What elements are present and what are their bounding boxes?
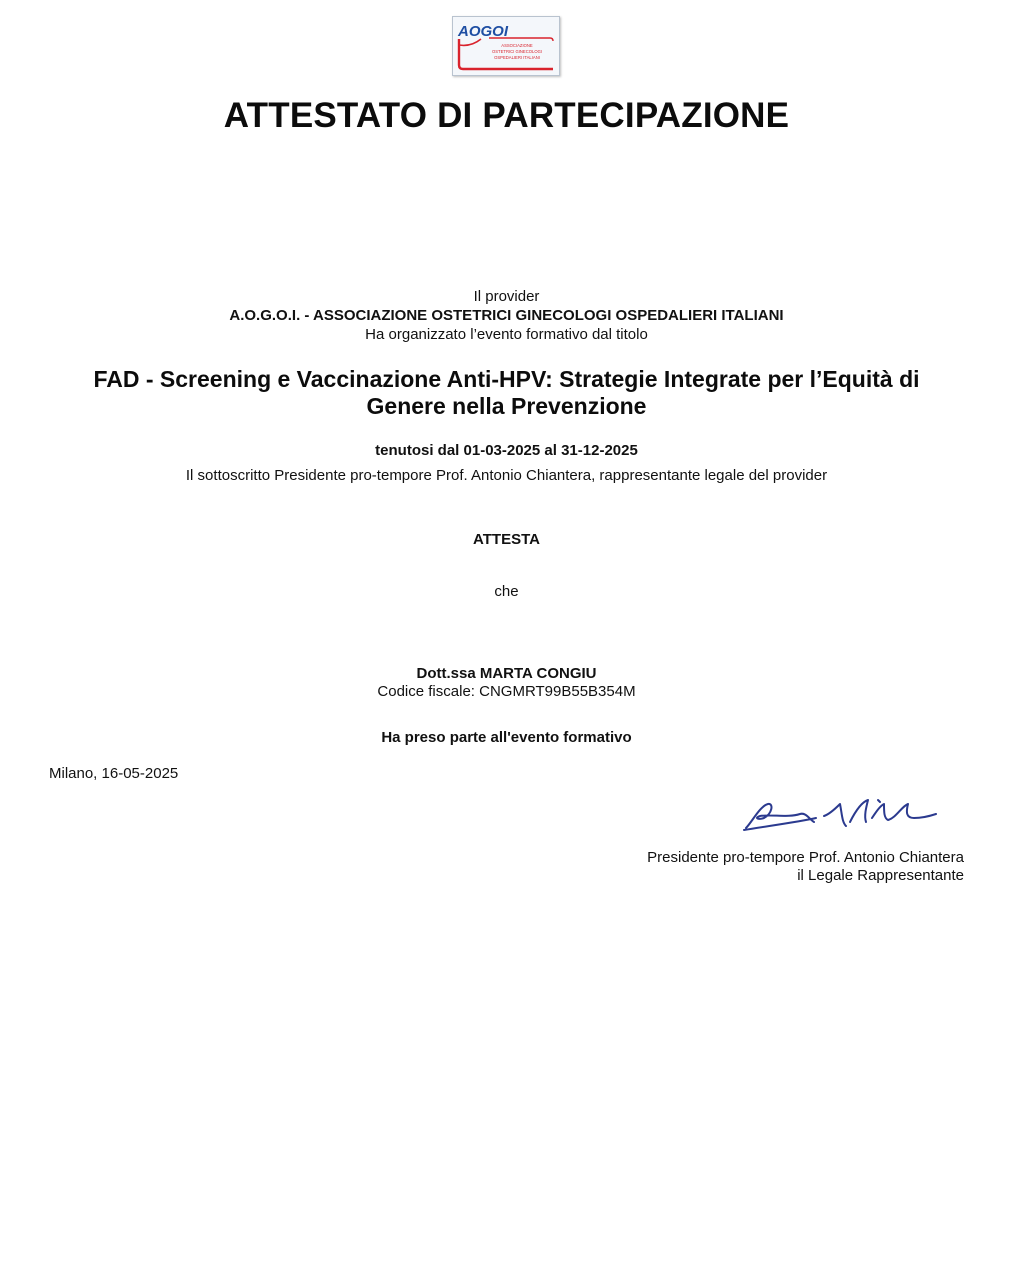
place-date: Milano, 16-05-2025 xyxy=(49,765,179,782)
provider-name: A.O.G.O.I. - ASSOCIAZIONE OSTETRICI GINECOLOGI OSPEDALIERI ITALIANI xyxy=(229,307,784,324)
logo-wordmark: AOGOI xyxy=(458,23,509,40)
che-text: che xyxy=(494,583,519,600)
aogoi-logo-graphic xyxy=(453,17,559,75)
organized-text: Ha organizzato l’evento formativo dal titolo xyxy=(365,326,648,343)
event-title-line-1: FAD - Screening e Vaccinazione Anti-HPV: Strategie Integrate per l’Equità di xyxy=(93,366,920,392)
fiscal-code: Codice fiscale: CNGMRT99B55B354M xyxy=(377,683,636,700)
logo-subtext-3: OSPEDALIERI ITALIANI xyxy=(494,55,540,60)
provider-label: Il provider xyxy=(473,288,540,305)
signature xyxy=(738,792,943,845)
logo-subtext-2: OSTETRICI GINECOLOGI xyxy=(491,49,543,54)
signer-role: il Legale Rappresentante xyxy=(797,867,964,884)
event-dates: tenutosi dal 01-03-2025 al 31-12-2025 xyxy=(375,442,638,459)
certificate-title: ATTESTATO DI PARTECIPAZIONE xyxy=(223,96,790,135)
event-title-line-2: Genere nella Prevenzione xyxy=(366,393,647,419)
logo-subtext-1: ASSOCIAZIONE xyxy=(501,43,533,48)
attesta-heading: ATTESTA xyxy=(473,531,540,548)
undersigned-statement: Il sottoscritto Presidente pro-tempore Prof. Antonio Chiantera, rappresentante legale del provider xyxy=(185,467,828,484)
signer-title: Presidente pro-tempore Prof. Antonio Chiantera xyxy=(647,849,964,866)
participation-statement: Ha preso parte all'evento formativo xyxy=(381,729,632,746)
signature-graphic xyxy=(738,792,943,840)
event-title xyxy=(0,366,1013,420)
participant-name: Dott.ssa MARTA CONGIU xyxy=(416,665,597,682)
aogoi-logo xyxy=(452,16,560,76)
